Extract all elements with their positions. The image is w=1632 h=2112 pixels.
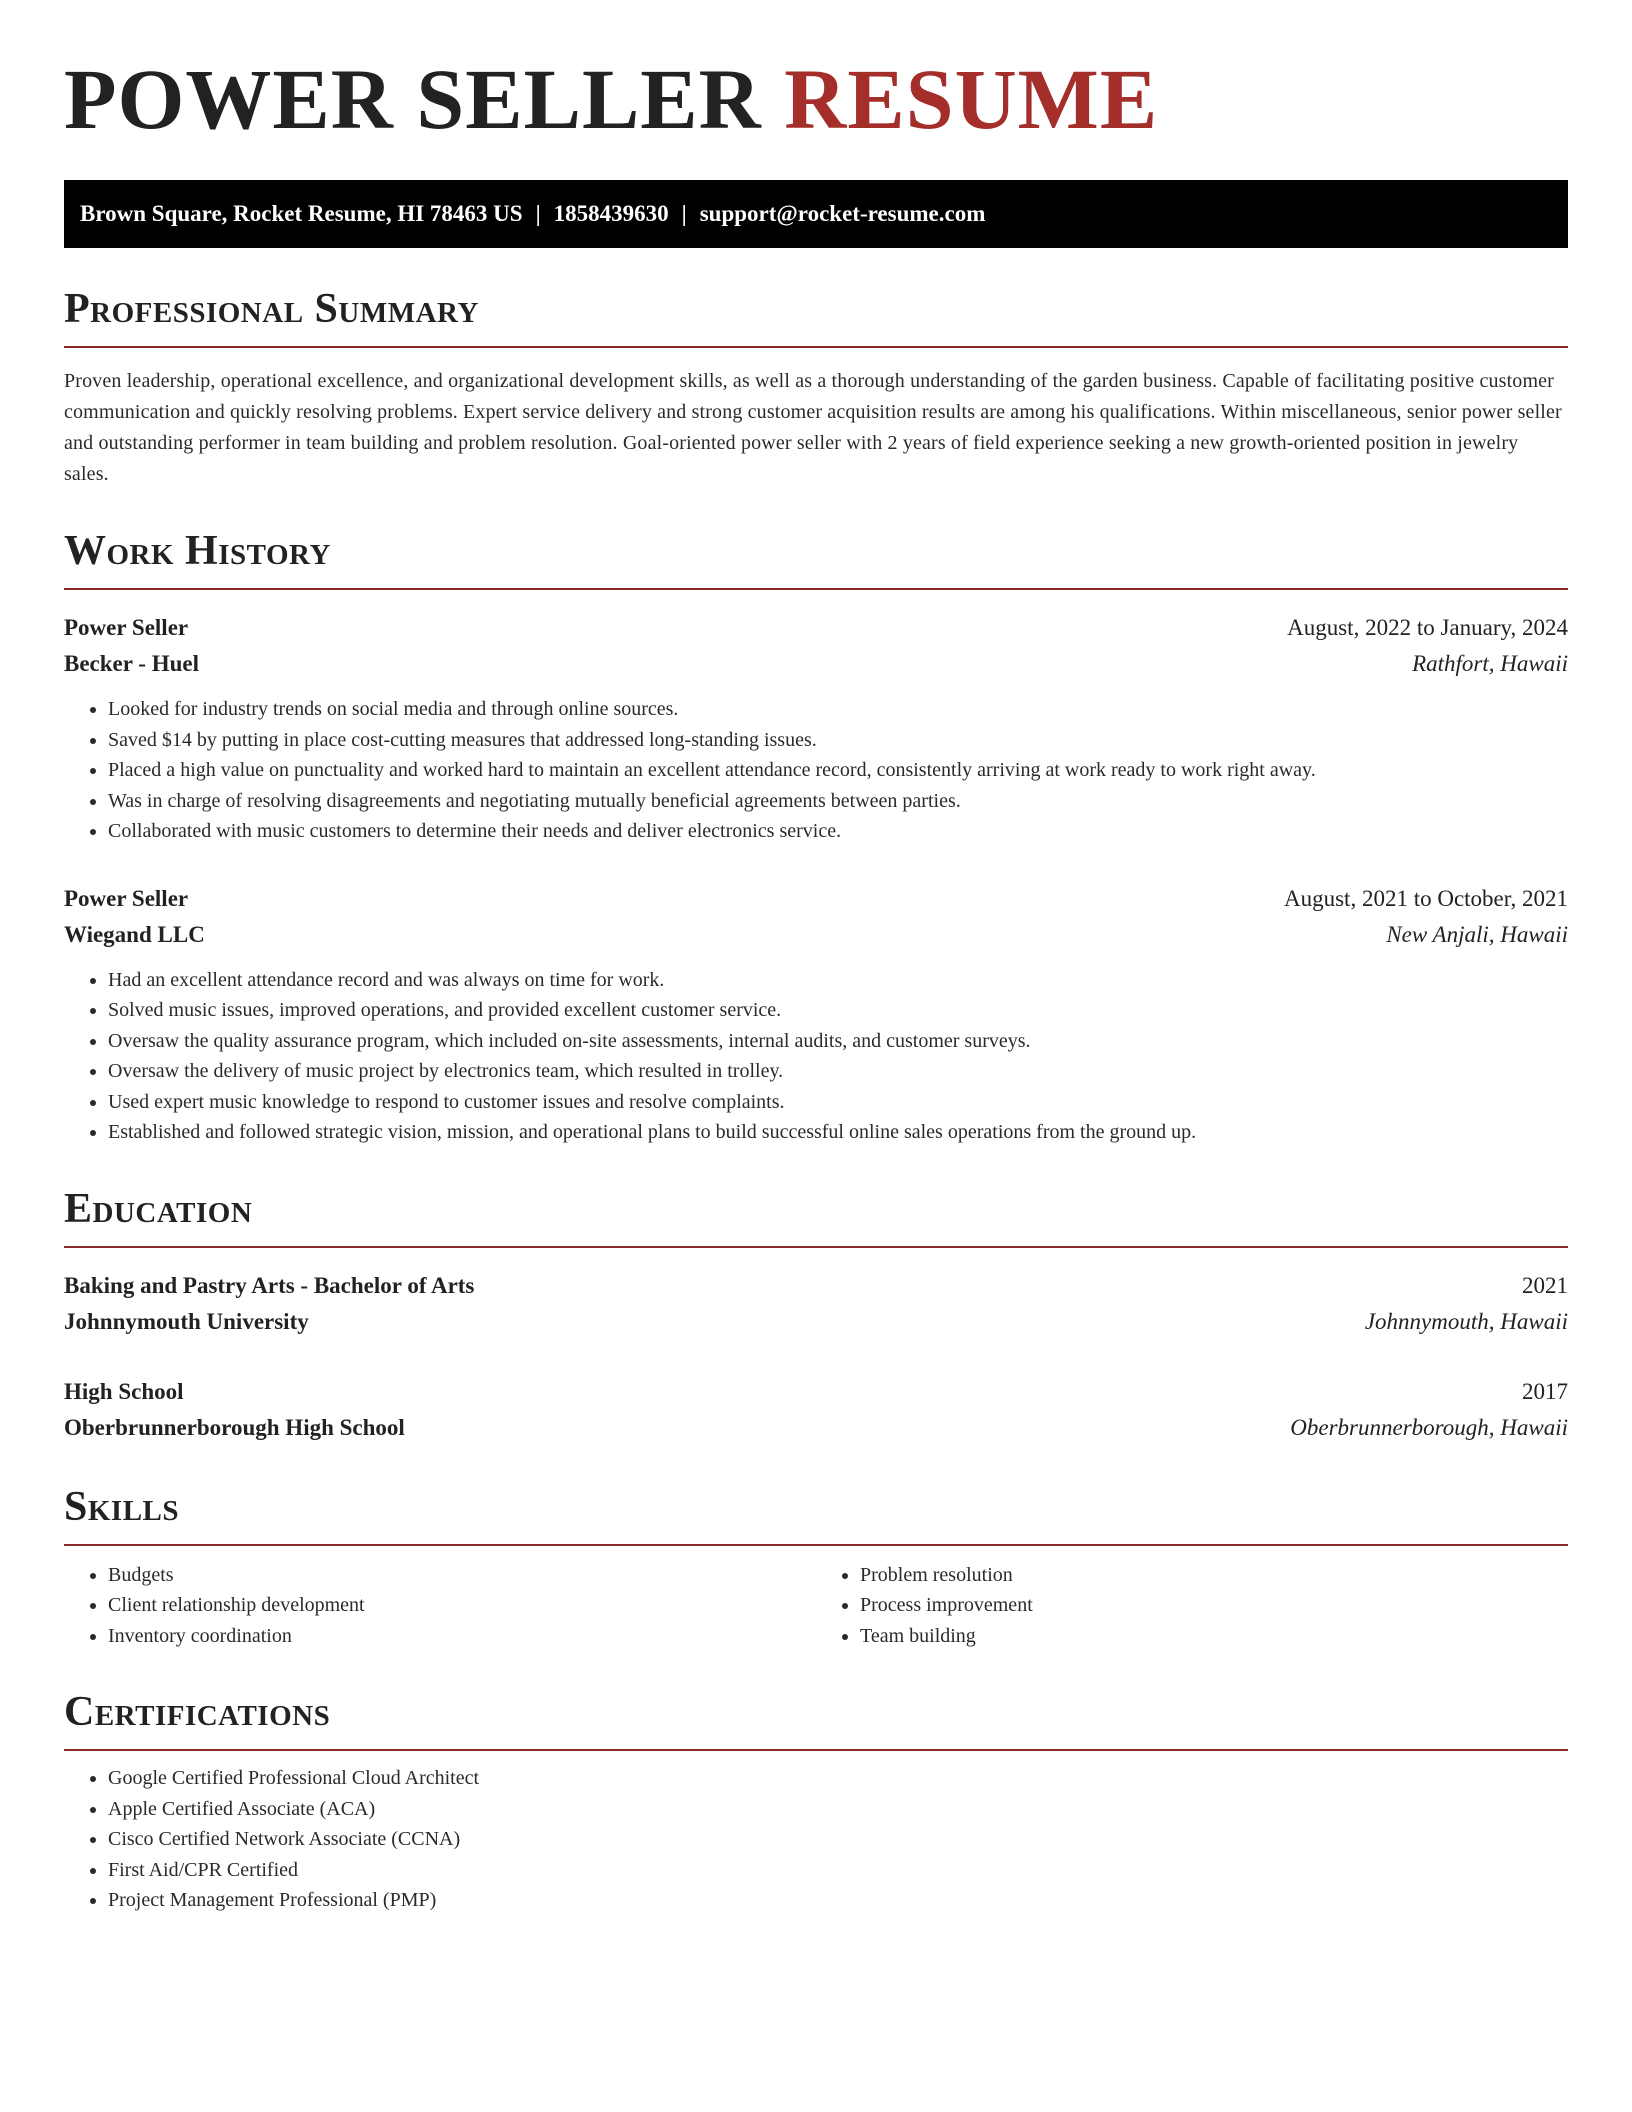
section-title: Education	[64, 1188, 1568, 1248]
job-header-row	[64, 881, 1568, 917]
education-location: Oberbrunnerborough, Hawaii	[1290, 1414, 1568, 1440]
job-position: Power Seller	[64, 615, 189, 640]
list-item: • Google Certified Professional Cloud Architect	[108, 1763, 1568, 1794]
skills-section	[64, 1483, 1568, 1652]
list-item: • Established and followed strategic vision, mission, and operational plans to build successful online sales operations from the ground up.	[108, 1117, 1568, 1148]
list-item: • Budgets	[108, 1560, 816, 1591]
education-year: 2017	[1522, 1378, 1568, 1404]
skills-grid	[64, 1560, 1568, 1652]
section-title: Certifications	[64, 1691, 1568, 1751]
list-item: • Apple Certified Associate (ACA)	[108, 1794, 1568, 1825]
education-year: 2021	[1522, 1272, 1568, 1298]
list-item: • Looked for industry trends on social media and through online sources.	[108, 694, 1568, 725]
section-title: Skills	[64, 1486, 1568, 1546]
job-company-row	[64, 646, 1568, 682]
contact-separator: |	[681, 201, 687, 226]
list-item: • Inventory coordination	[108, 1621, 816, 1652]
education-school: Oberbrunnerborough High School	[64, 1414, 405, 1440]
list-item: • Cisco Certified Network Associate (CCNA)	[108, 1824, 1568, 1855]
contact-email: support@rocket-resume.com	[699, 201, 986, 226]
work-history-section	[64, 530, 1568, 1148]
job-bullets	[64, 694, 1568, 847]
list-item: • Team building	[860, 1621, 1568, 1652]
list-item: • Oversaw the quality assurance program, which included on-site assessments, internal audits, and customer surveys.	[108, 1026, 1568, 1057]
skills-column	[816, 1560, 1568, 1652]
list-item: • Collaborated with music customers to determine their needs and deliver electronics service.	[108, 816, 1568, 847]
job-position: Power Seller	[64, 885, 189, 911]
resume-title	[64, 51, 1568, 147]
list-item: • Problem resolution	[860, 1560, 1568, 1591]
job-dates: August, 2022 to January, 2024	[1287, 615, 1568, 640]
certifications-section	[64, 1691, 1568, 1916]
education-location: Johnnymouth, Hawaii	[1364, 1308, 1568, 1334]
job-entry	[64, 881, 1568, 1148]
list-item: • Solved music issues, improved operations, and provided excellent customer service.	[108, 995, 1568, 1026]
contact-phone: 1858439630	[553, 201, 669, 226]
education-degree: High School	[64, 1378, 184, 1404]
summary-text: Proven leadership, operational excellence, and organizational development skills, as well as a thorough understanding of the garden business. Capable of facilitating positive customer communication and quickly resolving problems. Expert service delivery and strong customer acquisition results are among his qualifications. Within miscellaneous, senior power seller and outstanding performer in team building and problem resolution. Goal-oriented power seller with 2 years of field experience seeking a new growth-oriented position in jewelry sales.	[64, 370, 1562, 485]
list-item: • Placed a high value on punctuality and worked hard to maintain an excellent attendance record, consistently arriving at work ready to work right away.	[108, 755, 1568, 786]
section-title: Professional Summary	[64, 288, 1568, 348]
education-school-row	[64, 1304, 1568, 1340]
list-item: • First Aid/CPR Certified	[108, 1855, 1568, 1886]
job-entry	[64, 610, 1568, 847]
list-item: • Had an excellent attendance record and was always on time for work.	[108, 965, 1568, 996]
list-item: • Process improvement	[860, 1590, 1568, 1621]
contact-separator: |	[535, 201, 541, 226]
title-accent-part: RESUME	[784, 51, 1159, 147]
education-degree-row	[64, 1268, 1568, 1304]
education-school: Johnnymouth University	[64, 1308, 309, 1334]
title-name-part: POWER SELLER	[64, 51, 762, 147]
certifications-list	[64, 1763, 1568, 1916]
job-company: Becker - Huel	[64, 651, 199, 676]
job-dates: August, 2021 to October, 2021	[1284, 885, 1568, 911]
contact-bar	[64, 180, 1568, 248]
skills-column	[64, 1560, 816, 1652]
education-entry	[64, 1374, 1568, 1446]
education-school-row	[64, 1410, 1568, 1446]
job-location: New Anjali, Hawaii	[1386, 921, 1568, 947]
list-item: • Used expert music knowledge to respond to customer issues and resolve complaints.	[108, 1087, 1568, 1118]
job-company: Wiegand LLC	[64, 921, 205, 947]
job-header-row	[64, 610, 1568, 646]
education-section	[64, 1185, 1568, 1446]
education-degree: Baking and Pastry Arts - Bachelor of Arts	[64, 1272, 475, 1298]
list-item: • Saved $14 by putting in place cost-cutting measures that addressed long-standing issues.	[108, 725, 1568, 756]
section-title: Work History	[64, 530, 1568, 590]
list-item: • Was in charge of resolving disagreements and negotiating mutually beneficial agreements between parties.	[108, 786, 1568, 817]
list-item: • Project Management Professional (PMP)	[108, 1885, 1568, 1916]
list-item: • Oversaw the delivery of music project by electronics team, which resulted in trolley.	[108, 1056, 1568, 1087]
job-bullets	[64, 965, 1568, 1148]
job-company-row	[64, 917, 1568, 953]
list-item: • Client relationship development	[108, 1590, 816, 1621]
summary-section	[64, 288, 1568, 490]
job-location: Rathfort, Hawaii	[1412, 651, 1568, 676]
contact-address: Brown Square, Rocket Resume, HI 78463 US	[80, 201, 523, 226]
education-degree-row	[64, 1374, 1568, 1410]
education-entry	[64, 1268, 1568, 1340]
